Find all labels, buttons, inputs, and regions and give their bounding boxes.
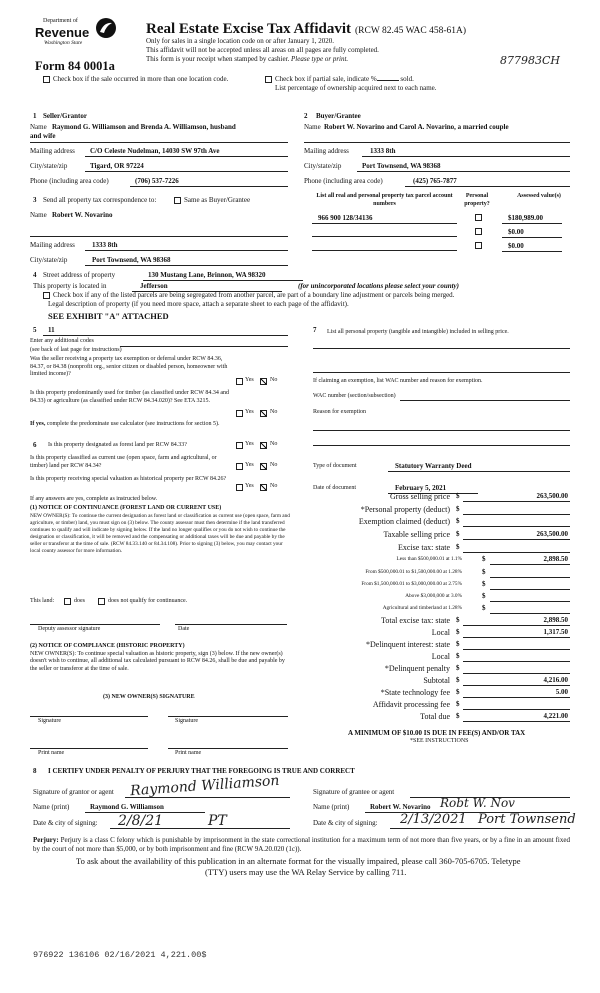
doc-date-label: Date of document xyxy=(313,485,356,491)
doc-date[interactable]: February 5, 2021 xyxy=(395,484,447,492)
segregated-label: Check box if any of the listed parcels are being segregated from another parcel, are part of a boundary line adjustment or parcels being merged. xyxy=(53,291,455,299)
tax-row-amount[interactable]: 2,898.50 xyxy=(543,616,568,624)
owner1-print-label: Print name xyxy=(38,750,65,756)
buyer-name-label: Name xyxy=(304,123,321,131)
notice2-body: NEW OWNER(S): To continue special valuation as historic property, sign (3) below. If the new owner(s) doesn't wish to continue, all additional tax calculated pursuant to RCW 84.26, shall be due and payable by the seller or transferor at the time of sale. xyxy=(30,651,285,672)
personal-property-checkbox[interactable] xyxy=(475,242,482,249)
tax-row-label: Total excise tax: state xyxy=(381,616,450,625)
tax-row-label: From $1,500,000.01 to $3,000,000.00 at 2.75% xyxy=(361,581,462,587)
tax-row-label: Affidavit processing fee xyxy=(372,700,450,709)
seller-name-line xyxy=(30,142,288,143)
section5-q1: Was the seller receiving a property tax exemption or deferral under RCW 84.36, 84.37, or 84.38 (nonprofit org., senior citizen or disabled person, homeowner with limited income)? xyxy=(30,356,228,377)
section6-q1: Is this property designated as forest land per RCW 84.33? xyxy=(48,442,187,448)
street-label: Street address of property xyxy=(43,271,116,279)
tax-row-label: Above $3,000,000 at 3.0% xyxy=(405,593,462,599)
tax-row-amount[interactable]: 4,216.00 xyxy=(543,676,568,684)
grantee-date[interactable]: 2/13/2021 xyxy=(400,812,467,827)
logo-main-text: Revenue xyxy=(35,25,90,40)
grantee-city[interactable]: Port Townsend xyxy=(478,812,576,827)
tax-row-amount[interactable]: 2,898.50 xyxy=(543,555,568,563)
deputy-date-label: Date xyxy=(178,626,190,632)
tax-row-label: Agricultural and timberland at 1.28% xyxy=(382,605,462,611)
grantor-name-label: Name (print) xyxy=(33,803,70,811)
grantee-date-label: Date & city of signing: xyxy=(313,819,378,827)
same-as-buyer-label: Same as Buyer/Grantee xyxy=(184,196,251,204)
tax-row-dollar: $ xyxy=(456,676,460,684)
tax-row-dollar: $ xyxy=(456,652,460,660)
perjury-label: Perjury: xyxy=(33,836,59,844)
q6-3-no-checkbox[interactable] xyxy=(260,484,267,491)
location-code-line xyxy=(43,335,288,336)
tax-row-dollar: $ xyxy=(482,555,486,563)
parcel-value[interactable]: $0.00 xyxy=(508,242,524,250)
section8-num: 8 xyxy=(33,767,37,775)
owner2-sig-label: Signature xyxy=(175,718,198,724)
tax-row-line xyxy=(463,685,570,686)
tax-row-line xyxy=(463,501,570,502)
property-county[interactable]: Jefferson xyxy=(140,282,168,290)
q5-2-yes-label: Yes xyxy=(245,409,254,415)
tax-row-dollar: $ xyxy=(482,592,486,600)
correspondence-city[interactable]: Port Townsend, WA 98368 xyxy=(92,256,171,264)
personal-property-checkbox[interactable] xyxy=(475,228,482,235)
seller-phone-label: Phone (including area code) xyxy=(30,177,109,185)
buyer-mailing-line xyxy=(362,156,570,157)
tax-row-amount[interactable]: 263,500.00 xyxy=(536,492,568,500)
q6-3-no-label: No xyxy=(270,483,278,489)
tax-row-dollar: $ xyxy=(482,604,486,612)
tax-row-label: Gross selling price xyxy=(390,492,450,501)
doc-type-label: Type of document xyxy=(313,463,357,469)
grantee-name-label: Name (print) xyxy=(313,803,350,811)
tax-row-line xyxy=(463,661,570,662)
section7-label: List all personal property (tangible and intangible) included in selling price. xyxy=(327,329,509,335)
tax-row-line xyxy=(490,601,570,602)
tax-row-amount[interactable]: 4,221.00 xyxy=(543,712,568,720)
buyer-mailing[interactable]: 1333 8th xyxy=(370,147,396,155)
reason-line-2 xyxy=(313,445,570,446)
grantor-date[interactable]: 2/8/21 xyxy=(118,813,164,829)
seller-city[interactable]: Tigard, OR 97224 xyxy=(90,162,144,170)
tax-row-line xyxy=(463,514,570,515)
personal-property-checkbox[interactable] xyxy=(475,214,482,221)
seller-city-line xyxy=(85,171,288,172)
county-note: (for unincorporated locations please select your county) xyxy=(298,282,459,290)
q6-2-yes-checkbox[interactable] xyxy=(236,463,243,470)
tax-row-dollar: $ xyxy=(456,628,460,636)
tax-row-dollar: $ xyxy=(456,517,460,525)
grantor-city[interactable]: PT xyxy=(208,813,227,829)
tax-row-dollar: $ xyxy=(482,568,486,576)
parcel-value-line xyxy=(502,251,562,252)
grantor-name[interactable]: Raymond G. Williamson xyxy=(90,803,164,811)
buyer-num: 2 xyxy=(304,112,308,120)
grantee-date-line xyxy=(390,828,570,829)
owner1-sig-label: Signature xyxy=(38,718,61,724)
seller-mailing[interactable]: C/O Celeste Nudelman, 14030 SW 97th Ave xyxy=(90,147,220,155)
land-does-not-checkbox[interactable] xyxy=(98,598,105,605)
doc-type-line xyxy=(388,471,570,472)
location-code[interactable]: 11 xyxy=(48,326,55,334)
tax-row-line xyxy=(490,613,570,614)
tax-row-line xyxy=(463,526,570,527)
owner2-print-label: Print name xyxy=(175,750,202,756)
legal-description[interactable]: SEE EXHIBIT "A" ATTACHED xyxy=(48,311,169,321)
tax-row-label: Subtotal xyxy=(423,676,450,685)
parcel-value[interactable]: $0.00 xyxy=(508,228,524,236)
correspondence-mailing-label: Mailing address xyxy=(30,241,75,249)
parcel-value[interactable]: $180,989.00 xyxy=(508,214,543,222)
tax-row-line xyxy=(490,589,570,590)
tax-row-dollar: $ xyxy=(456,530,460,538)
section6-q2: Is this property classified as current use (open space, farm and agricultural, or timber) land per RCW 84.34? xyxy=(30,455,217,469)
grantor-signature[interactable]: Raymond Williamson xyxy=(129,772,280,800)
tax-row-line xyxy=(463,539,570,540)
seller-heading: Seller/Grantor xyxy=(43,112,87,120)
q5-2-no-checkbox[interactable] xyxy=(260,410,267,417)
correspondence-mailing-line xyxy=(85,250,288,251)
tax-row-dollar: $ xyxy=(456,505,460,513)
form-title-block xyxy=(146,20,466,38)
correspondence-num: 3 xyxy=(33,196,37,204)
doc-type[interactable]: Statutory Warranty Deed xyxy=(395,462,472,470)
multi-location-label: Check box if the sale occurred in more than one location code. xyxy=(53,75,229,83)
owner2-print-line xyxy=(168,748,288,749)
q6-2-yes-label: Yes xyxy=(245,462,254,468)
tax-row-line xyxy=(463,637,570,638)
tax-row-dollar: $ xyxy=(456,712,460,720)
seller-num: 1 xyxy=(33,112,37,120)
tax-row-label: *Personal property (deduct) xyxy=(360,505,450,514)
ownership-pct-note: List percentage of ownership acquired next to each name. xyxy=(275,84,437,92)
new-owner-sig-heading: (3) NEW OWNER(S) SIGNATURE xyxy=(103,694,195,700)
q6-1-no-checkbox[interactable] xyxy=(260,442,267,449)
form-title: Real Estate Excise Tax Affidavit xyxy=(146,21,351,37)
buyer-phone-label: Phone (including area code) xyxy=(304,177,383,185)
cashier-stamp: 976922 136106 02/16/2021 4,221.00$ xyxy=(33,950,207,960)
logo-top-text: Department of xyxy=(43,18,78,24)
buyer-city[interactable]: Port Townsend, WA 98368 xyxy=(362,162,441,170)
tax-row-dollar: $ xyxy=(456,543,460,551)
tax-row-amount[interactable]: 5.00 xyxy=(555,688,568,696)
header-line-3 xyxy=(146,55,348,63)
revenue-emblem-icon xyxy=(95,17,117,39)
wac-label: WAC number (section/subsection) xyxy=(313,393,396,399)
tax-row-line xyxy=(463,625,570,626)
minimum-note: A MINIMUM OF $10.00 IS DUE IN FEE(S) AND/OR TAX xyxy=(348,729,526,737)
tax-row-line xyxy=(463,721,570,722)
q5-1-no-label: No xyxy=(270,377,278,383)
q6-3-yes-checkbox[interactable] xyxy=(236,484,243,491)
q6-2-no-checkbox[interactable] xyxy=(260,463,267,470)
tax-row-dollar: $ xyxy=(456,700,460,708)
tax-row-dollar: $ xyxy=(456,640,460,648)
partial-sale-checkbox[interactable] xyxy=(265,76,272,83)
property-num: 4 xyxy=(33,271,37,279)
tax-row-label: Local xyxy=(431,652,450,661)
buyer-phone-line xyxy=(405,186,570,187)
section6-num: 6 xyxy=(33,441,37,449)
partial-sale-end: sold. xyxy=(400,75,414,83)
grantee-signature[interactable]: Robt W. Nov xyxy=(440,796,515,810)
header-line-3b: Please type or print. xyxy=(291,55,349,63)
q6-1-yes-label: Yes xyxy=(245,441,254,447)
q6-2-no-label: No xyxy=(270,462,278,468)
grantee-name[interactable]: Robert W. Novarino xyxy=(370,803,431,811)
correspondence-name-line xyxy=(30,236,288,237)
grantor-sig-line xyxy=(125,797,290,798)
reason-line xyxy=(313,430,570,431)
tax-row-dollar: $ xyxy=(456,616,460,624)
buyer-name-line xyxy=(304,142,570,143)
perjury-text: Perjury is a class C felony which is punishable by imprisonment in the state correctional institution for a maximum term of not more than five years, or by a fine in an amount fixed by the court of not more than $5,000, or by both imprisonment and fine (RCW 9A.20.020 (1c)). xyxy=(33,836,570,853)
header-line-1: Only for sales in a single location code on or after January 1, 2020. xyxy=(146,37,334,45)
tax-row-label: Local xyxy=(431,628,450,637)
legal-description-label: Legal description of property (if you need more space, attach a separate sheet to each page of the affidavit). xyxy=(48,300,349,308)
owner1-sig-line xyxy=(30,716,148,717)
section7-num: 7 xyxy=(313,326,317,334)
q5-1-yes-checkbox[interactable] xyxy=(236,378,243,385)
parcel-account-line xyxy=(312,250,457,251)
parcel-col-account-header: List all real and personal property tax parcel account numbers xyxy=(316,193,453,207)
seller-name-line1: Raymond G. Williamson and Brenda A. Williamson, husband xyxy=(52,123,236,131)
parcel-value-line xyxy=(502,223,562,224)
q6-1-yes-checkbox[interactable] xyxy=(236,442,243,449)
tax-row-dollar: $ xyxy=(456,492,460,500)
tax-row-label: From $500,000.01 to $1,500,000.00 at 1.28% xyxy=(365,569,462,575)
q5-1-yes-label: Yes xyxy=(245,377,254,383)
correspondence-label: Send all property tax correspondence to: xyxy=(43,196,157,204)
owner2-sig-line xyxy=(168,716,288,717)
buyer-name[interactable]: Robert W. Novarino and Carol A. Novarino, a married couple xyxy=(324,123,509,131)
land-does-label: does xyxy=(74,598,85,604)
section5-q2: Is this property predominantly used for timber (as classified under RCW 84.34 and 84.33) or agriculture (as classified under RCW 84.34.020)? See ETA 3215. xyxy=(30,390,230,404)
tax-row-dollar: $ xyxy=(456,688,460,696)
tax-row-label: Less than $500,000.01 at 1.1% xyxy=(396,556,462,562)
section6-q3: Is this property receiving special valuation as historical property per RCW 84.26? xyxy=(30,476,227,482)
form-number: Form 84 0001a xyxy=(35,59,115,73)
see-instructions: *SEE INSTRUCTIONS xyxy=(410,738,469,744)
partial-sale-pct-field[interactable] xyxy=(377,80,399,81)
parcel-value-line xyxy=(502,237,562,238)
section5-num: 5 xyxy=(33,326,37,334)
parcel-account-line xyxy=(312,236,457,237)
deputy-date-line xyxy=(175,624,287,625)
correspondence-mailing[interactable]: 1333 8th xyxy=(92,241,118,249)
see-back-note: (see back of last page for instructions) xyxy=(30,347,122,353)
tax-row-line xyxy=(463,649,570,650)
buyer-phone[interactable]: (425) 765-7877 xyxy=(413,177,457,185)
correspondence-city-line xyxy=(85,265,288,266)
parcel-account-line xyxy=(312,223,457,224)
tax-row-dollar: $ xyxy=(482,580,486,588)
tax-row-label: *Delinquent interest: state xyxy=(366,640,450,649)
buyer-city-label: City/state/zip xyxy=(304,162,342,170)
personal-property-line-2 xyxy=(313,372,570,373)
q6-1-no-label: No xyxy=(270,441,278,447)
tax-row-line xyxy=(463,552,570,553)
grantee-sig-label: Signature of grantee or agent xyxy=(313,788,395,796)
alternate-format-line2: (TTY) users may use the WA Relay Service by calling 711. xyxy=(205,867,407,877)
notice2-title: (2) NOTICE OF COMPLIANCE (HISTORIC PROPERTY) xyxy=(30,643,185,649)
grantor-date-label: Date & city of signing: xyxy=(33,819,98,827)
tax-row-label: *Delinquent penalty xyxy=(384,664,450,673)
tax-row-amount[interactable]: 1,317.50 xyxy=(543,628,568,636)
notice1-title: (1) NOTICE OF CONTINUANCE (FOREST LAND OR CURRENT USE) xyxy=(30,505,222,511)
alternate-format-line1: To ask about the availability of this publication in an alternate format for the visually impaired, please call 360-705-6705. Teletype xyxy=(76,856,521,866)
buyer-mailing-label: Mailing address xyxy=(304,147,349,155)
partial-sale-label xyxy=(275,75,414,83)
located-label: This property is located in xyxy=(33,282,107,290)
form-title-ref: (RCW 82.45 WAC 458-61A) xyxy=(355,26,467,36)
deputy-sig-label: Deputy assessor signature xyxy=(38,626,101,632)
tax-row-line xyxy=(490,577,570,578)
parcel-account[interactable]: 966 900 128/34136 xyxy=(318,214,373,222)
tax-row-amount[interactable]: 263,500.00 xyxy=(536,530,568,538)
perjury-notice xyxy=(33,836,570,854)
if-any-yes: If any answers are yes, complete as instructed below. xyxy=(30,496,158,502)
q5-2-yes-checkbox[interactable] xyxy=(236,410,243,417)
personal-property-line xyxy=(313,348,570,349)
seller-name-label: Name xyxy=(30,123,47,131)
property-street-line xyxy=(143,280,303,281)
segregated-checkbox[interactable] xyxy=(43,292,50,299)
tax-row-line xyxy=(463,673,570,674)
tax-row-label: *State technology fee xyxy=(380,688,450,697)
correspondence-name[interactable]: Robert W. Novarino xyxy=(52,211,113,219)
deputy-sig-line xyxy=(30,624,160,625)
tax-row-dollar: $ xyxy=(456,664,460,672)
q5-1-no-checkbox[interactable] xyxy=(260,378,267,385)
seller-name-line2: and wife xyxy=(30,132,56,140)
buyer-heading: Buyer/Grantee xyxy=(316,112,361,120)
grantor-sig-label: Signature of grantor or agent xyxy=(33,788,114,796)
logo-sub-text: Washington State xyxy=(44,40,83,46)
owner1-print-line xyxy=(30,748,148,749)
seller-mailing-line xyxy=(85,156,288,157)
wac-line xyxy=(400,400,570,401)
notice1-body: NEW OWNER(S): To continue the current designation as forest land or classification as current use (open space, farm and agriculture, or timber) land, you must sign on (3) below. The county assessor must then determine if the land transferred continues to qualify and will indicate by signing below. If the land no longer qualifies or you do not wish to continue the designation or classification, it will be removed and the compensating or additional taxes will be due and payable by the seller or transferor at the time of sale. (RCW 84.33.140 or 84.34.108). Prior to signing (3) below, you may contact your local county assessor for more information. xyxy=(30,513,290,554)
seller-city-label: City/state/zip xyxy=(30,162,68,170)
correspondence-city-label: City/state/zip xyxy=(30,256,68,264)
this-land-label: This land: xyxy=(30,598,55,604)
property-street[interactable]: 130 Mustang Lane, Brinnon, WA 98320 xyxy=(148,271,266,279)
additional-codes-line xyxy=(120,346,288,347)
certify-statement: I CERTIFY UNDER PENALTY OF PERJURY THAT THE FOREGOING IS TRUE AND CORRECT xyxy=(48,767,355,775)
multi-location-checkbox[interactable] xyxy=(43,76,50,83)
grantor-date-line xyxy=(110,828,290,829)
seller-phone[interactable]: (706) 537-7226 xyxy=(135,177,179,185)
reason-label: Reason for exemption xyxy=(313,409,366,415)
tax-row-line xyxy=(463,709,570,710)
handwritten-id: 877983CH xyxy=(500,54,561,67)
header-line-2: This affidavit will not be accepted unless all areas on all pages are fully completed. xyxy=(146,46,379,54)
seller-mailing-label: Mailing address xyxy=(30,147,75,155)
if-yes-bold: If yes, xyxy=(30,421,46,427)
tax-row-line xyxy=(463,697,570,698)
partial-sale-text: Check box if partial sale, indicate % xyxy=(275,75,377,83)
if-yes-text: complete the predominate use calculator (see instructions for section 5). xyxy=(46,421,220,427)
tax-row-line xyxy=(490,564,570,565)
section5-q2-note xyxy=(30,421,280,429)
seller-phone-line xyxy=(130,186,288,187)
land-does-not-label: does not qualify for continuance. xyxy=(108,598,188,604)
tax-row-label: Excise tax: state xyxy=(398,543,450,552)
parcel-col-personal-header: Personal property? xyxy=(464,193,490,207)
header-line-3a: This form is your receipt when stamped by cashier. xyxy=(146,55,290,63)
tax-row-label: Exemption claimed (deduct) xyxy=(358,517,450,526)
q6-3-yes-label: Yes xyxy=(245,483,254,489)
correspondence-name-label: Name xyxy=(30,211,47,219)
exemption-label: If claiming an exemption, list WAC number and reason for exemption. xyxy=(313,378,483,384)
buyer-city-line xyxy=(357,171,570,172)
same-as-buyer-checkbox[interactable] xyxy=(174,197,181,204)
q5-2-no-label: No xyxy=(270,409,278,415)
land-does-checkbox[interactable] xyxy=(64,598,71,605)
parcel-col-value-header: Assessed value(s) xyxy=(517,193,561,199)
tax-row-label: Taxable selling price xyxy=(383,530,450,539)
additional-codes-label: Enter any additional codes xyxy=(30,338,94,344)
tax-row-label: Total due xyxy=(420,712,450,721)
